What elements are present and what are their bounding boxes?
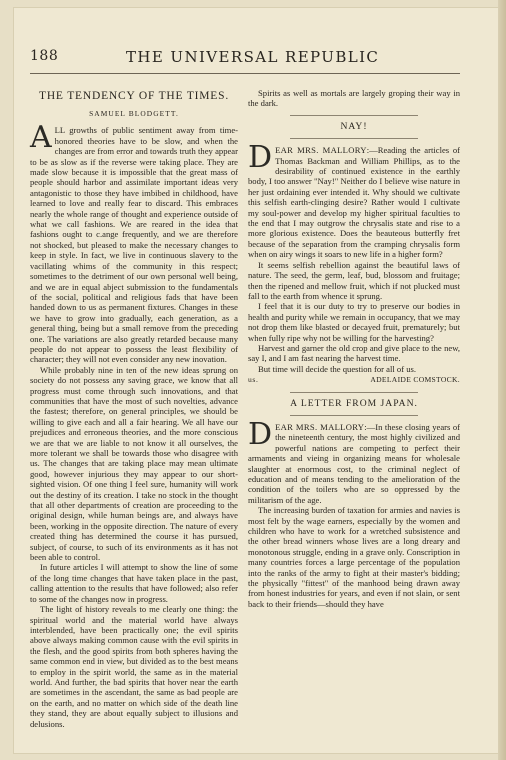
paragraph: While probably nine in ten of the new ideas sprung on society do not possess any saving grace, we know that all progress must come through such innovations, and that communities that have the most of such novelties, advance the fastest; therefore, on general principles, we should be willing to give each and all a fair hearing. We all have our prejudices and erroneous theories, and the more conscious we are that we are liable to not know it all ourselves, the more tolerant we shall be towards those who disagree with us. The changes that are taking place may mean ultimate good, however injurious they may appear to our short-sighted vision. Of one thing I feel sure, humanity will work out the destiny of its creation. I take no stock in the thought that all other departments of creation are proceeding to the original design, while human beings are, and always have been, working in the opposite direction. The nature of every created thing has determined the course it has pursued, subject, of course, to such of its environments as it has not been able to control. bbox=[30, 364, 238, 563]
section-divider bbox=[290, 115, 417, 116]
paragraph: The increasing burden of taxation for armies and navies is most felt by the wage earners, especially by the women and children who have to work for a wretched subsistence and the other bread winners whose lives are a long dreary and monotonous struggle, ending in a grave only. Conscription in many countries forces a large percentage of the population into the ranks of the army to fight at their master's bidding; the physically "fittest" of the manhood being drawn away from honest industries for years, and even if not slain, or sent back to their friends—should they have bbox=[248, 505, 460, 609]
paragraph: The light of history reveals to me clearly one thing: the spiritual world and the material world have always interblended, have been practically one; the evil spirits above always making common cause with the evil spirits in the flesh, and the good spirits from both spheres having the same common end in view, but divided as to the best means to employ in the spirit world, the same as in the material world. And further, the bad spirits that hover near the earth are sometimes in the ascendant, the same as bad people are on the earth, and no matter on which side of the death line they stand, they are about equally subject to illusions and delusions. bbox=[30, 604, 238, 729]
paragraph: It seems selfish rebellion against the beautiful laws of nature. The seed, the germ, leaf, bud, blossom and fruitage; then the ripened and mellow fruit, which if not plucked must fall to the earth from whence it sprung. bbox=[248, 259, 460, 301]
left-column bbox=[30, 88, 238, 729]
paragraph: Harvest and garner the old crop and give place to the new, say I, and I am fast nearing the harvest time. bbox=[248, 342, 460, 364]
article-title: A LETTER FROM JAPAN. bbox=[290, 397, 418, 409]
paragraph: DEAR MRS. MALLORY:—In these closing years of the nineteenth century, the most highly civilized and powerful nations are competing to perfect their armaments and vieing in organizing means for wholesale slaughter at enormous cost, to the criminal neglect of education and of means tending to the amelioration of the condition of the toilers who are so oppressed by the militarism of the age. bbox=[248, 416, 460, 505]
signature: us. ADELAIDE COMSTOCK. bbox=[248, 375, 460, 385]
header-rule bbox=[30, 73, 460, 74]
paragraph: DEAR MRS. MALLORY:—Reading the articles of Thomas Backman and William Phillips, as to the desirability of continued existence in the earthly body, I too answer "Nay!" Neither do I believe wise nature in her just ordaining ever intended it. Why should we cultivate this selfish earth-clinging desire? Rather would I cultivate my soul-power and develop my higher spiritual faculties to the end that I may outgrow the chrysalis state and rise to a more glorious existence. Does the beauteous butterfly fret because of the separation from the cramping chrysalis form when on airy wings it soars to new life in a higher form? bbox=[248, 140, 460, 260]
paragraph: But time will decide the question for all of us. bbox=[258, 363, 416, 374]
drop-cap: D bbox=[248, 140, 273, 176]
page-header bbox=[30, 48, 430, 70]
paragraph: ALL growths of public sentiment away from time-honored theories have to be slow, and when the changes are from error and towards truth they appear to be as slow as if the reverse were taking place. They are made slow because it is impossible that the great mass of people should harbor and assimilate important ideas very antagonistic to those they have imbibed in childhood, have learned to love and really fear to discard. This embraces nearly the whole range of thought and experience outside of what we call fashions. We are reared in the idea that fashions ought to c.ange frequently, and we are therefore not shocked, but pleased to make the necessary changes to keep in style. In fact, we live in continuous slavery to the vacillating whims of the community in this respect; sometimes to the detriment of our own personal well being, and we are in equal abject submission to the fundamentals of the social, political and religious fads that have been handed down to us as permanent fixtures. Changes in these we have to grow into gradually, each generation, as a general thing, being but a small remove from the preceding one. The variations are also greatly retarded because many people do not appear to possess the least flexibility of character; they will not even consider any new inovation. bbox=[30, 120, 238, 365]
paragraph: Spirits as well as mortals are largely groping their way in the dark. bbox=[248, 88, 460, 109]
article-author: SAMUEL BLODGETT. bbox=[89, 109, 179, 118]
page-number: 188 bbox=[30, 48, 59, 64]
drop-cap: D bbox=[248, 416, 273, 452]
page-edge bbox=[498, 0, 506, 760]
article-title: THE TENDENCY OF THE TIMES. bbox=[39, 90, 229, 102]
drop-cap: A bbox=[30, 120, 52, 156]
section-divider bbox=[290, 138, 417, 139]
paragraph: I feel that it is our duty to try to preserve our bodies in health and purity while we remain in occupancy, that we may not drop them like blasted or decayed fruit, prematurely; but when fully ripe why not be willing for the harvesting? bbox=[248, 301, 460, 343]
running-head: THE UNIVERSAL REPUBLIC bbox=[126, 48, 380, 66]
section-divider bbox=[290, 415, 417, 416]
article-title: NAY! bbox=[340, 120, 368, 132]
paragraph: In future articles I will attempt to show the line of some of the long time changes that have taken place in the past, calling attention to the results that have followed; also refer to some of the changes now in progress. bbox=[30, 562, 238, 604]
right-column bbox=[248, 88, 460, 609]
section-divider bbox=[290, 392, 417, 393]
